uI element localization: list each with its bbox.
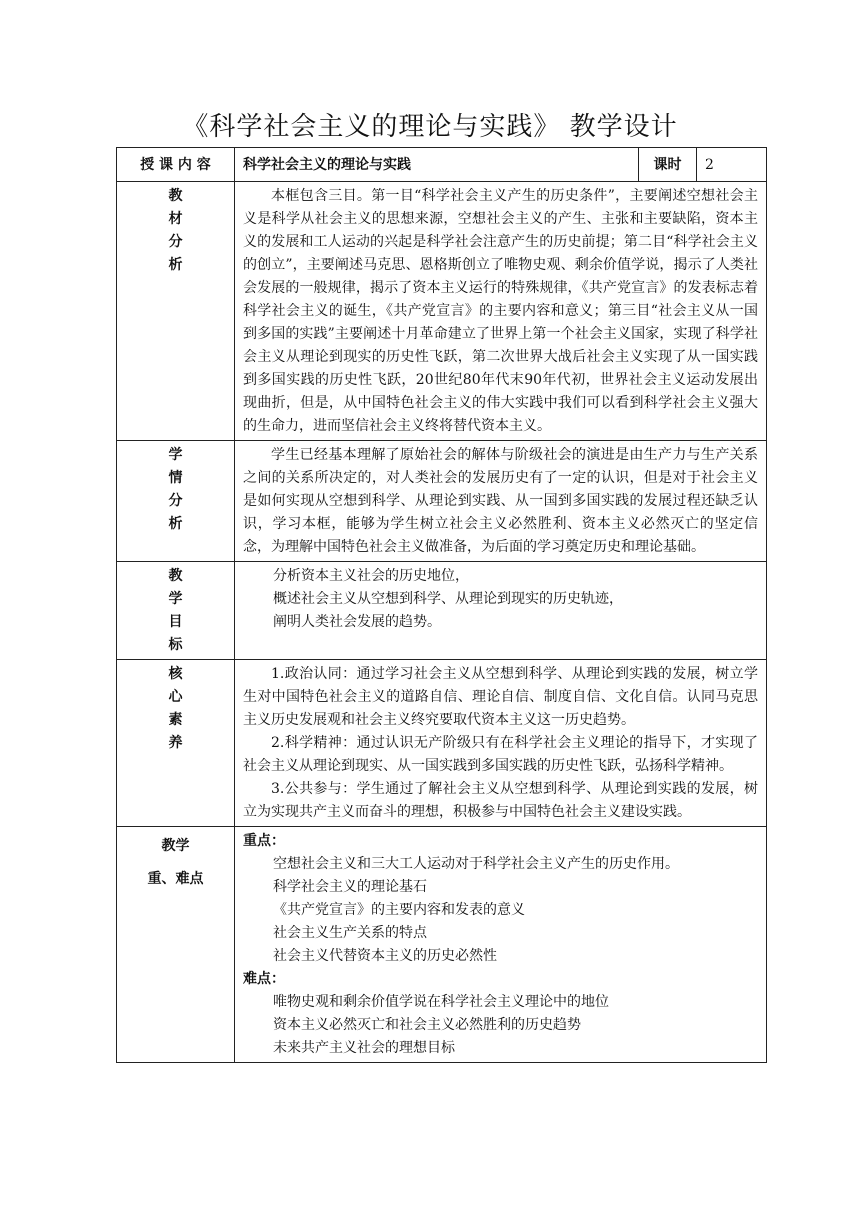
- label-char: 标: [168, 637, 183, 653]
- students-label: [117, 441, 235, 562]
- label-char: 核: [168, 666, 183, 682]
- header-row: [117, 148, 767, 182]
- label-char: 养: [168, 735, 183, 751]
- goal-item: 概述社会主义从空想到科学、从理论到现实的历史轨迹，: [273, 591, 623, 607]
- label-char: 情: [168, 470, 183, 486]
- key-points-title: 重点：: [243, 833, 285, 849]
- label-char: 析: [168, 257, 183, 273]
- label-char: 教: [168, 188, 183, 204]
- students-text: 学生已经基本理解了原始社会的解体与阶级社会的演进是由生产力与生产关系之间的关系所决定的，对人类社会的发展历史有了一定的认识，但是对于社会主义是如何实现从空想到科学、从理论到实践、从一国到多国实践的发展过程还缺乏认识，学习本框，能够为学生树立社会主义必然胜利、资本主义必然灭亡的坚定信念，为理解中国特色社会主义做准备，为后面的学习奠定历史和理论基础。: [243, 447, 758, 555]
- students-content: [235, 441, 767, 562]
- textbook-label: [117, 182, 235, 441]
- label-char: 析: [168, 516, 183, 532]
- goal-item: 阐明人类社会发展的趋势。: [273, 614, 441, 630]
- lesson-plan-table: [116, 147, 767, 1063]
- literacy-item: 3.公共参与：学生通过了解社会主义从空想到科学、从理论到实践的发展，树立为实现共产主义而奋斗的理想，积极参与中国特色社会主义建设实践。: [243, 781, 758, 820]
- literacy-row: [117, 660, 767, 827]
- difficult-point: 未来共产主义社会的理想目标: [273, 1040, 455, 1056]
- literacy-content: [235, 660, 767, 827]
- header-label: 授 课 内 容: [117, 148, 235, 182]
- difficult-point: 资本主义必然灭亡和社会主义必然胜利的历史趋势: [273, 1017, 581, 1033]
- goals-content: [235, 562, 767, 660]
- key-point: 社会主义生产关系的特点: [273, 925, 427, 941]
- page-title: 《科学社会主义的理论与实践》 教学设计: [182, 112, 678, 142]
- label-char: 分: [168, 234, 183, 250]
- label-char: 教: [168, 568, 183, 584]
- key-point: 社会主义代替资本主义的历史必然性: [273, 948, 497, 964]
- literacy-item: 2.科学精神：通过认识无产阶级只有在科学社会主义理论的指导下，才实现了社会主义从理论到现实、从一国实践到多国实践的历史性飞跃，弘扬科学精神。: [243, 735, 758, 774]
- label-char: 目: [168, 614, 183, 630]
- label-char: 学: [168, 591, 183, 607]
- focus-label-line2: 重、难点: [147, 871, 204, 887]
- literacy-label: [117, 660, 235, 827]
- label-char: 学: [168, 447, 183, 463]
- key-point: 科学社会主义的理论基石: [273, 879, 427, 895]
- students-row: [117, 441, 767, 562]
- goals-label: [117, 562, 235, 660]
- difficult-point: 唯物史观和剩余价值学说在科学社会主义理论中的地位: [273, 994, 609, 1010]
- hours-label: 课时: [639, 148, 697, 182]
- difficult-points-title: 难点：: [243, 971, 285, 987]
- label-char: 材: [168, 211, 183, 227]
- hours-value: 2: [697, 148, 767, 182]
- goal-item: 分析资本主义社会的历史地位，: [273, 568, 469, 584]
- label-char: 分: [168, 493, 183, 509]
- header-content: 科学社会主义的理论与实践: [235, 148, 639, 182]
- focus-label: [117, 827, 235, 1063]
- key-point: 《共产党宣言》的主要内容和发表的意义: [273, 902, 525, 918]
- focus-row: [117, 827, 767, 1063]
- label-char: 心: [168, 689, 183, 705]
- goals-row: [117, 562, 767, 660]
- literacy-item: 1.政治认同：通过学习社会主义从空想到科学、从理论到实践的发展，树立学生对中国特色社会主义的道路自信、理论自信、制度自信、文化自信。认同马克思主义历史发展观和社会主义终究要取代资本主义这一历史趋势。: [243, 666, 758, 728]
- label-char: 素: [168, 712, 183, 728]
- textbook-text: 本框包含三目。第一目“科学社会主义产生的历史条件”，主要阐述空想社会主义是科学从社会主义的思想来源，空想社会主义的产生、主张和主要缺陷，资本主义的发展和工人运动的兴起是科学社会注意产生的历史前提；第二目“科学社会主义的创立”，主要阐述马克思、恩格斯创立了唯物史观、剩余价值学说，揭示了人类社会发展的一般规律，揭示了资本主义运行的特殊规律，《共产党宣言》的发表标志着科学社会主义的诞生，《共产党宣言》的主要内容和意义；第三目“社会主义从一国到多国的实践”主要阐述十月革命建立了世界上第一个社会主义国家，实现了科学社会主义从理论到现实的历史性飞跃，第二次世界大战后社会主义实现了从一国实践到多国实践的历史性飞跃，20世纪80年代末90年代初，世界社会主义运动发展出现曲折，但是，从中国特色社会主义的伟大实践中我们可以看到科学社会主义强大的生命力，进而坚信社会主义终将替代资本主义。: [243, 188, 758, 434]
- key-point: 空想社会主义和三大工人运动对于科学社会主义产生的历史作用。: [273, 856, 679, 872]
- textbook-row: [117, 182, 767, 441]
- focus-content: [235, 827, 767, 1063]
- textbook-content: [235, 182, 767, 441]
- focus-label-line1: 教学: [161, 838, 190, 854]
